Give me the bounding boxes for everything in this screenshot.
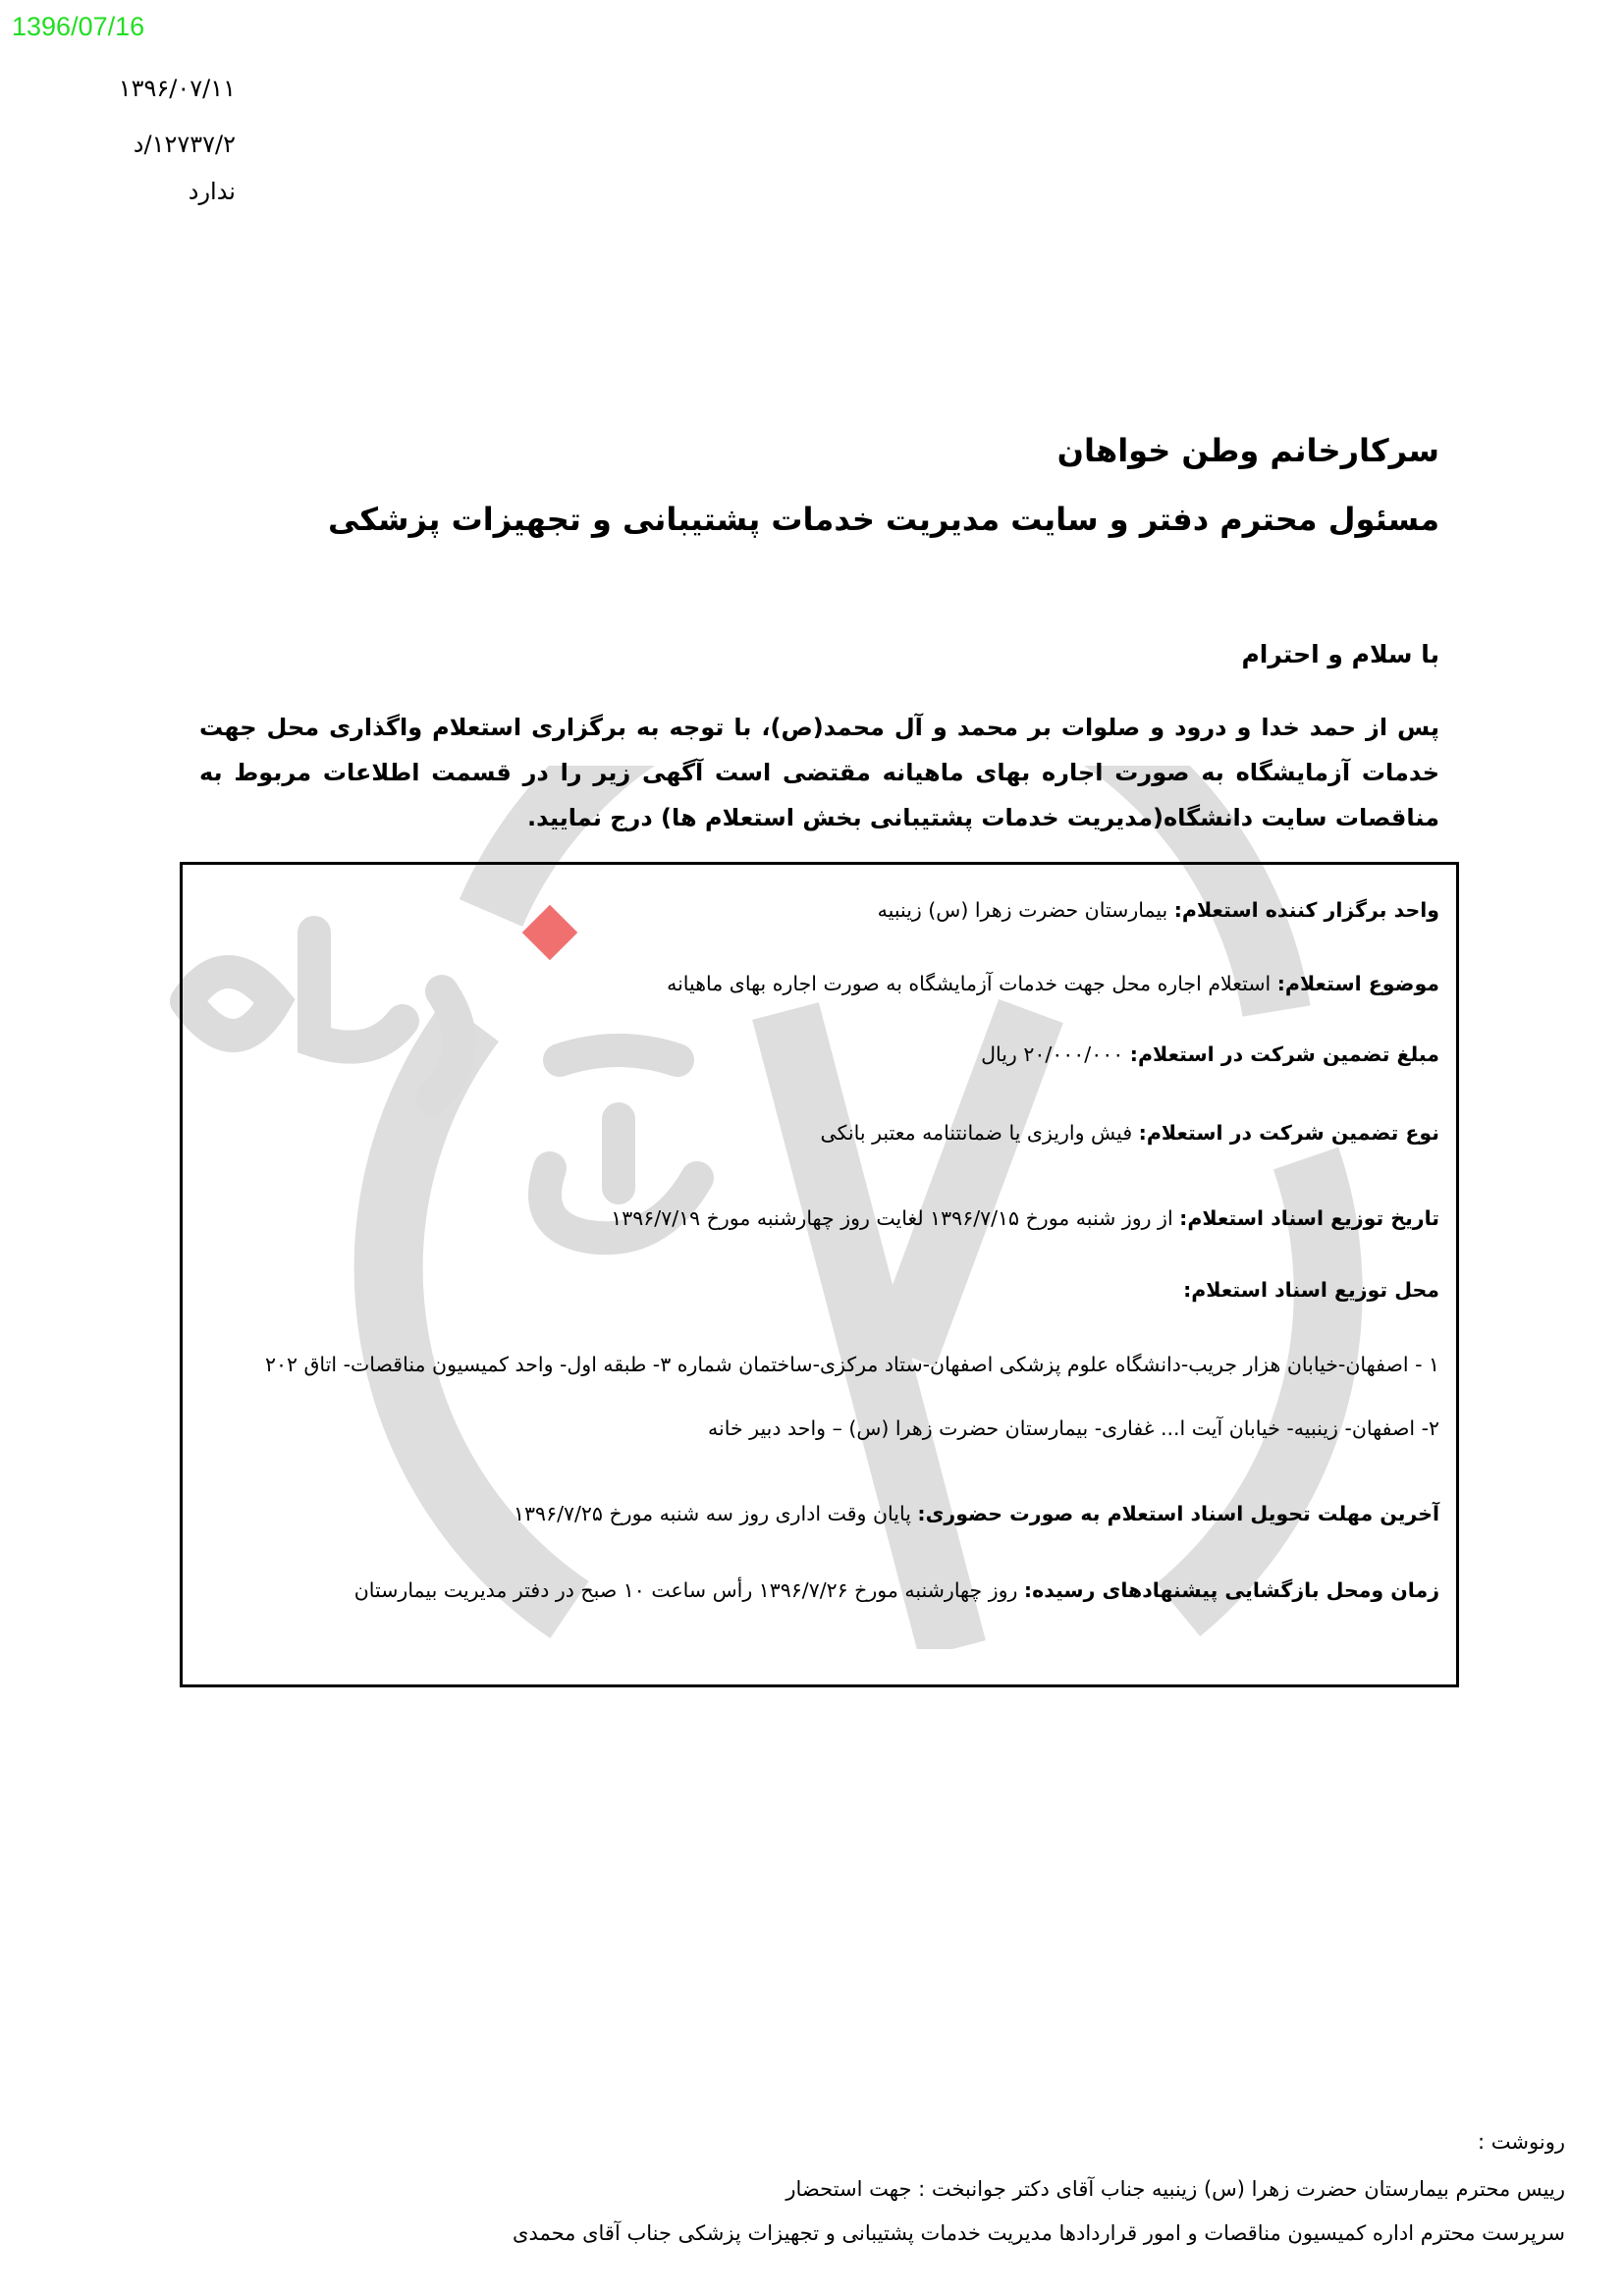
cc-heading: رونوشت :	[1478, 2130, 1565, 2154]
row-value: استعلام اجاره محل جهت خدمات آزمایشگاه به صورت اجاره بهای ماهیانه	[667, 972, 1277, 995]
row-value: از روز شنبه مورخ ۱۳۹۶/۷/۱۵ لغایت روز چهارشنبه مورخ ۱۳۹۶/۷/۱۹	[611, 1206, 1180, 1230]
addressee-name: سرکارخانم وطن خواهان	[1056, 432, 1439, 469]
row-label: محل توزیع اسناد استعلام:	[1183, 1278, 1439, 1302]
announcement-row	[667, 972, 1439, 995]
row-value: روز چهارشنبه مورخ ۱۳۹۶/۷/۲۶ رأس ساعت ۱۰ صبح در دفتر مدیریت بیمارستان	[353, 1578, 1024, 1602]
row-value: ۱ - اصفهان-خیابان هزار جریب-دانشگاه علوم پزشکی اصفهان-ستاد مرکزی-ساختمان شماره ۳- طبقه اول- واحد کمیسیون مناقصات- اتاق ۲۰۲	[264, 1353, 1439, 1376]
row-label: مبلغ تضمین شرکت در استعلام:	[1129, 1042, 1439, 1066]
row-value: بیمارستان حضرت زهرا (س) زینبیه	[877, 898, 1174, 922]
announcement-row	[821, 1121, 1440, 1145]
cc-line: سرپرست محترم اداره کمیسیون مناقصات و امور قراردادها مدیریت خدمات پشتیبانی و تجهیزات پزشکی جناب آقای محمدی	[513, 2221, 1565, 2245]
announcement-row	[611, 1206, 1439, 1230]
announcement-row	[708, 1416, 1439, 1440]
announcement-row	[354, 1578, 1439, 1602]
row-value: ۲- اصفهان- زینبیه- خیابان آیت ا... غفاری- بیمارستان حضرت زهرا (س) – واحد دبیر خانه	[708, 1416, 1439, 1440]
row-label: تاریخ توزیع اسناد استعلام:	[1179, 1206, 1439, 1230]
row-label: زمان ومحل بازگشایی پیشنهادهای رسیده:	[1023, 1578, 1439, 1602]
row-value: پایان وقت اداری روز سه شنبه مورخ ۱۳۹۶/۷/۲۵	[514, 1502, 918, 1525]
announcement-row	[265, 1353, 1439, 1376]
row-label: واحد برگزار کننده استعلام:	[1173, 898, 1439, 922]
body-paragraph: پس از حمد خدا و درود و صلوات بر محمد و آل محمد(ص)، با توجه به برگزاری استعلام واگذاری محل جهت خدمات آزمایشگاه به صورت اجاره بهای ماهیانه مقتضی است آگهی زیر را در قسمت اطلاعات مربوط به مناقصات سایت دانشگاه(مدیریت خدمات پشتیبانی بخش استعلام ها) درج نمایید.	[199, 714, 1439, 831]
announcement-row	[981, 1042, 1439, 1066]
row-value: فیش واریزی یا ضمانتنامه معتبر بانکی	[820, 1121, 1139, 1145]
greeting: با سلام و احترام	[1241, 640, 1439, 668]
row-value: ۲۰/۰۰۰/۰۰۰ ریال	[981, 1042, 1130, 1066]
announcement-row	[514, 1502, 1439, 1525]
cc-line: رییس محترم بیمارستان حضرت زهرا (س) زینبیه جناب آقای دکتر جوانبخت : جهت استحضار	[785, 2177, 1565, 2201]
letter-date: ۱۳۹۶/۰۷/۱۱	[118, 75, 236, 102]
row-label: موضوع استعلام:	[1276, 972, 1439, 995]
row-label: نوع تضمین شرکت در استعلام:	[1138, 1121, 1439, 1145]
attachment-status: ندارد	[188, 178, 236, 205]
received-date-stamp: 1396/07/16	[12, 12, 145, 41]
letter-number: ۱۲۷۳۷/۲/د	[133, 131, 236, 158]
row-label: آخرین مهلت تحویل اسناد استعلام به صورت حضوری:	[917, 1502, 1439, 1525]
announcement-row	[878, 898, 1439, 922]
addressee-position: مسئول محترم دفتر و سایت مدیریت خدمات پشتیبانی و تجهیزات پزشکی	[328, 501, 1439, 538]
announcement-row	[1183, 1278, 1439, 1302]
